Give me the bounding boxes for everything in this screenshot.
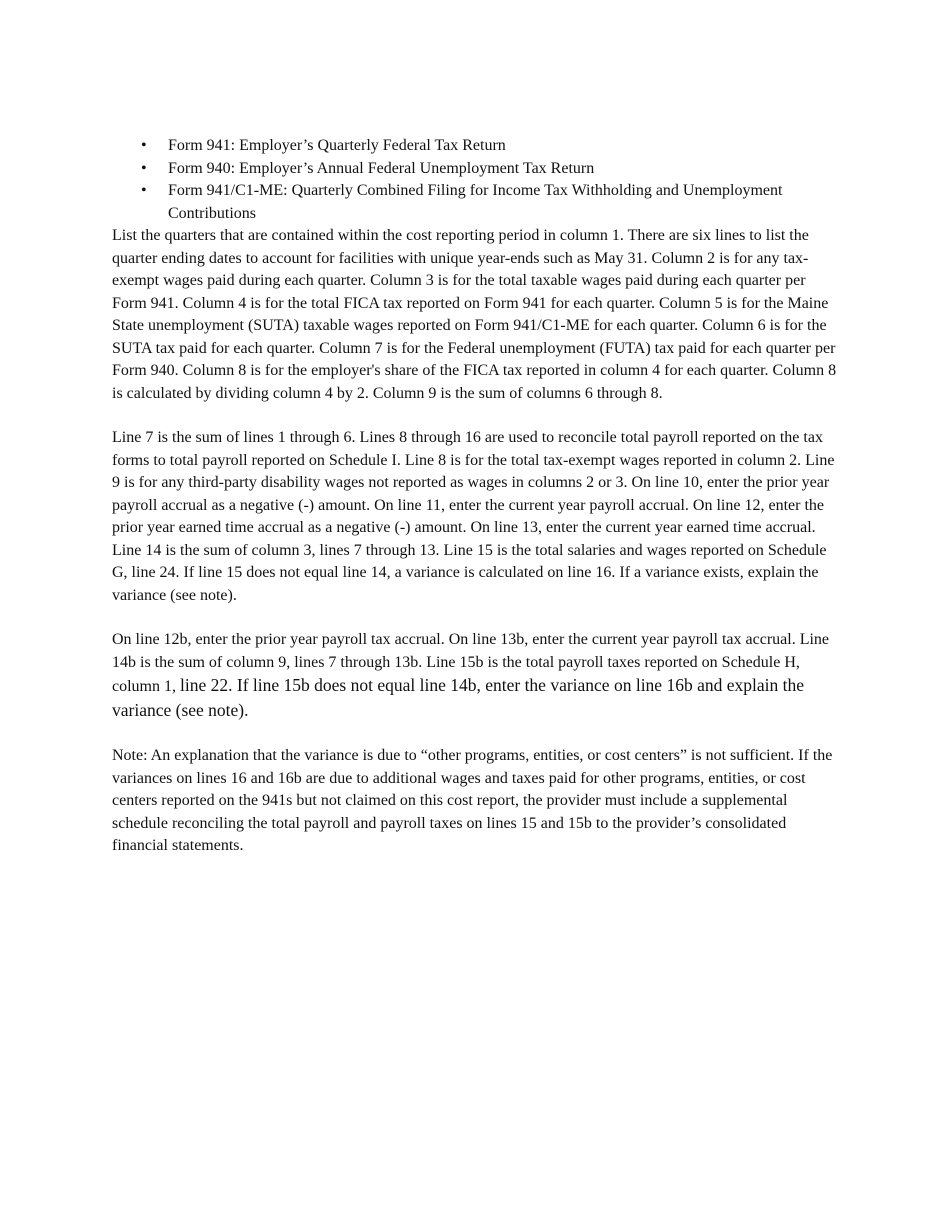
paragraph-note: Note: An explanation that the variance is due to “other programs, entities, or cost centers” is not sufficient. If the variances on lines 16 and 16b are due to additional wages and taxes paid for other programs, entities, or cost centers reported on the 941s but not claimed on this cost report, the provider must include a supplemental schedule reconciling the total payroll and payroll taxes on lines 15 and 15b to the provider’s consolidated financial statements. [112, 747, 833, 854]
paragraph-payroll-tax-part-2: line 22. If line 15b does not equal line 14b, enter the variance on line 16b and explain the variance (see note). [112, 675, 804, 720]
bullet-icon: • [141, 159, 147, 177]
list-item-text: Form 941/C1-ME: Quarterly Combined Filing for Income Tax Withholding and Unemployment Contributions [168, 182, 783, 222]
document-page [112, 135, 842, 880]
list-item-form-941 [112, 135, 842, 158]
paragraph-columns: List the quarters that are contained within the cost reporting period in column 1. There are six lines to list the quarter ending dates to account for facilities with unique year-ends such as May 31. Column 2 is for any tax-exempt wages paid during each quarter. Column 3 is for the total taxable wages paid during each quarter per Form 941. Column 4 is for the total FICA tax reported on Form 941 for each quarter. Column 5 is for the Maine State unemployment (SUTA) taxable wages reported on Form 941/C1-ME for each quarter. Column 6 is for the SUTA tax paid for each quarter. Column 7 is for the Federal unemployment (FUTA) tax paid for each quarter per Form 940. Column 8 is for the employer's share of the FICA tax reported in column 4 for each quarter. Column 8 is calculated by dividing column 4 by 2. Column 9 is the sum of columns 6 through 8. [112, 227, 837, 402]
list-item-form-940 [112, 158, 842, 181]
list-item-text: Form 940: Employer’s Annual Federal Unemployment Tax Return [168, 159, 595, 177]
list-item-text: Form 941: Employer’s Quarterly Federal Tax Return [168, 137, 506, 154]
bullet-icon: • [141, 137, 147, 154]
paragraph-payroll-tax-part-1: On line 12b, enter the prior year payroll tax accrual. On line 13b, enter the current year payroll tax accrual. Line 14b is the sum of column 9, lines 7 through 13b. Line 15b is the total payroll taxes reported on Schedule H, column 1, [112, 631, 830, 695]
form-list [112, 135, 842, 225]
paragraph-lines: Line 7 is the sum of lines 1 through 6. Lines 8 through 16 are used to reconcile total payroll reported on the tax forms to total payroll reported on Schedule I. Line 8 is for the total tax-exempt wages reported in column 2. Line 9 is for any third-party disability wages not reported as wages in columns 2 or 3. On line 10, enter the prior year payroll accrual as a negative (-) amount. On line 11, enter the current year payroll accrual. On line 12, enter the prior year earned time accrual as a negative (-) amount. On line 13, enter the current year earned time accrual. Line 14 is the sum of column 3, lines 7 through 13. Line 15 is the total salaries and wages reported on Schedule G, line 24. If line 15 does not equal line 14, a variance is calculated on line 16. If a variance exists, explain the variance (see note). [112, 429, 835, 604]
bullet-icon: • [141, 182, 147, 199]
list-item-form-941-c1-me [112, 180, 842, 225]
paragraph-payroll-tax [112, 629, 842, 723]
